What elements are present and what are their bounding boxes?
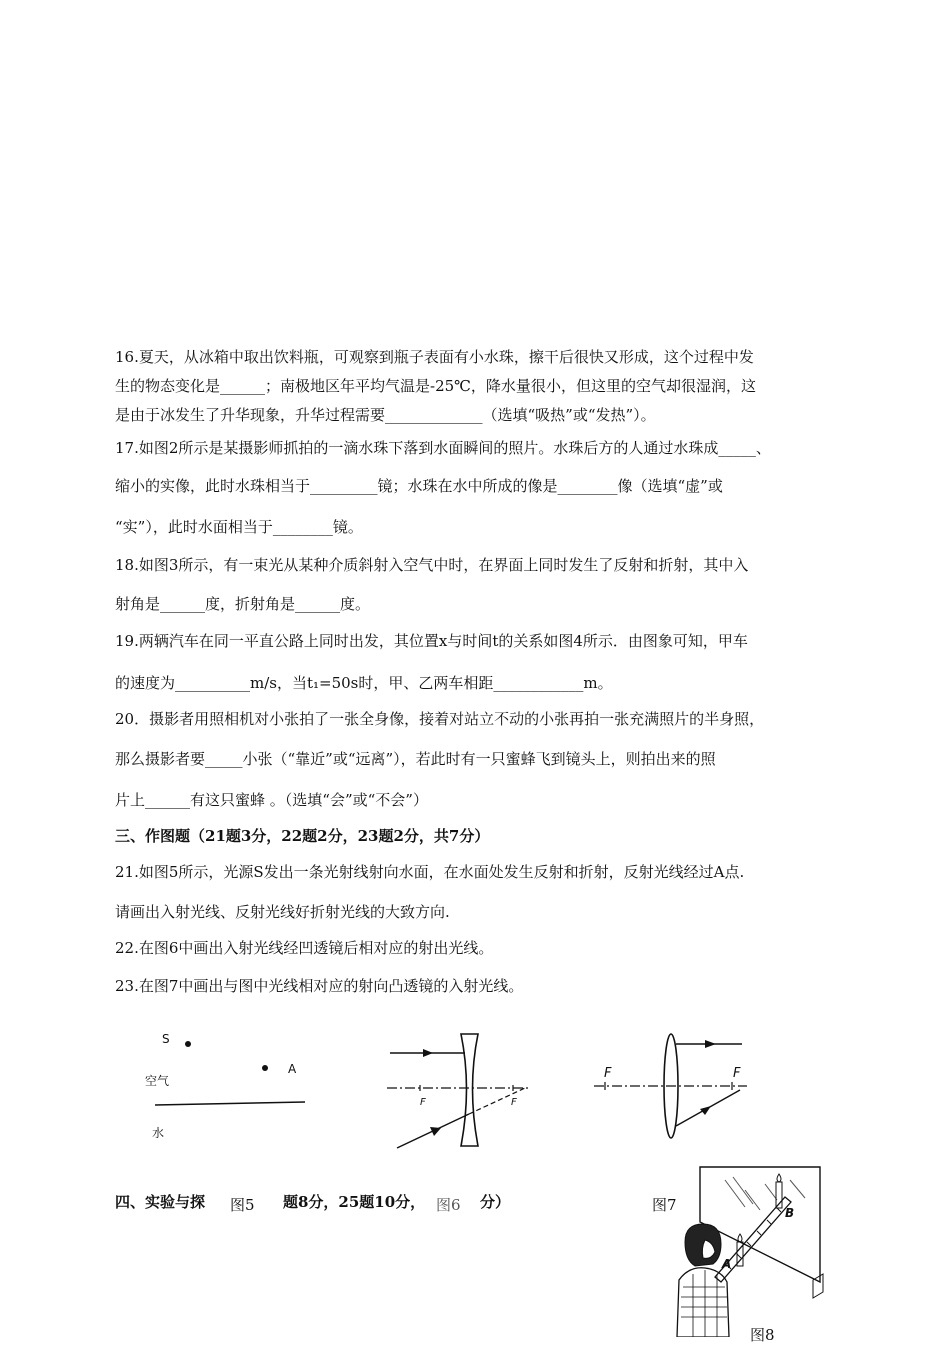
fig7-label-f-left: F — [604, 1066, 612, 1081]
figure-7 — [592, 1030, 752, 1142]
q20-line3: 片上______有这只蜜蜂 。（选填“会”或“不会”） — [115, 791, 428, 809]
q17-line1: 17.如图2所示是某摄影师抓拍的一滴水珠下落到水面瞬间的照片。水珠后方的人通过水珠成_____、 — [115, 439, 771, 457]
q16-line2: 生的物态变化是______；南极地区年平均气温是-25℃，降水量很小，但这里的空气却很湿润，这 — [115, 377, 756, 395]
fig5-label-a: A — [288, 1062, 297, 1076]
fig5-water-surface — [140, 1028, 320, 1148]
fig5-label-water: 水 — [152, 1126, 165, 1140]
q20-line1: 20．摄影者用照相机对小张拍了一张全身像，接着对站立不动的小张再拍一张充满照片的半身照， — [115, 710, 765, 728]
fig7-diagram — [592, 1030, 752, 1142]
section4-heading-start: 四、实验与探 — [115, 1193, 206, 1211]
fig5-label-s: S — [162, 1032, 170, 1046]
fig5-label-air: 空气 — [145, 1074, 170, 1088]
q20-line2: 那么摄影者要_____小张（“靠近”或“远离”），若此时有一只蜜蜂飞到镜头上，则拍出来的照 — [115, 750, 716, 768]
q16-line1: 16.夏天，从冰箱中取出饮料瓶，可观察到瓶子表面有小水珠，擦干后很快又形成，这个过程中发 — [115, 348, 754, 366]
fig6-caption: 图6 — [436, 1196, 461, 1214]
q17-line2: 缩小的实像，此时水珠相当于_________镜；水珠在水中所成的像是________像（选填“虚”或 — [115, 477, 723, 495]
q23-text: 23.在图7中画出与图中光线相对应的射向凸透镜的入射光线。 — [115, 977, 524, 995]
q21-line1: 21.如图5所示，光源S发出一条光射线射向水面，在水面处发生反射和折射，反射光线经过A点. — [115, 863, 745, 881]
fig7-label-f-right: F — [733, 1066, 741, 1081]
q22-text: 22.在图6中画出入射光线经凹透镜后相对应的射出光线。 — [115, 939, 494, 957]
q18-line2: 射角是______度，折射角是______度。 — [115, 595, 371, 613]
fig8-label-a: A — [722, 1257, 732, 1271]
figure-5 — [140, 1028, 320, 1148]
fig6-label-f-right: F — [511, 1097, 517, 1108]
figure-8 — [665, 1162, 830, 1337]
section4-heading-end: 分） — [480, 1193, 511, 1211]
figure-6 — [385, 1030, 535, 1152]
fig7-caption: 图7 — [652, 1196, 677, 1214]
fig6-diagram — [385, 1030, 535, 1152]
q19-line2: 的速度为__________m/s，当t₁=50s时，甲、乙两车相距____________m。 — [115, 674, 613, 692]
q18-line1: 18.如图3所示，有一束光从某种介质斜射入空气中时，在界面上同时发生了反射和折射，其中入 — [115, 556, 749, 574]
q21-line2: 请画出入射光线、反射光线好折射光线的大致方向. — [115, 903, 450, 921]
section3-heading: 三、作图题（21题3分，22题2分，23题2分，共7分） — [115, 827, 490, 845]
q19-line1: 19.两辆汽车在同一平直公路上同时出发，其位置x与时间t的关系如图4所示．由图象可知，甲车 — [115, 632, 748, 650]
fig6-label-f-left: F — [420, 1097, 426, 1108]
q16-line3: 是由于冰发生了升华现象，升华过程需要_____________（选填“吸热”或“发热”）。 — [115, 406, 656, 424]
fig8-label-b: B — [785, 1206, 795, 1220]
fig5-caption: 图5 — [230, 1196, 255, 1214]
section4-heading-middle: 题8分，25题10分， — [283, 1193, 426, 1211]
fig8-diagram — [665, 1162, 830, 1337]
fig8-caption: 图8 — [750, 1326, 775, 1344]
q17-line3: “实”），此时水面相当于________镜。 — [115, 518, 363, 536]
